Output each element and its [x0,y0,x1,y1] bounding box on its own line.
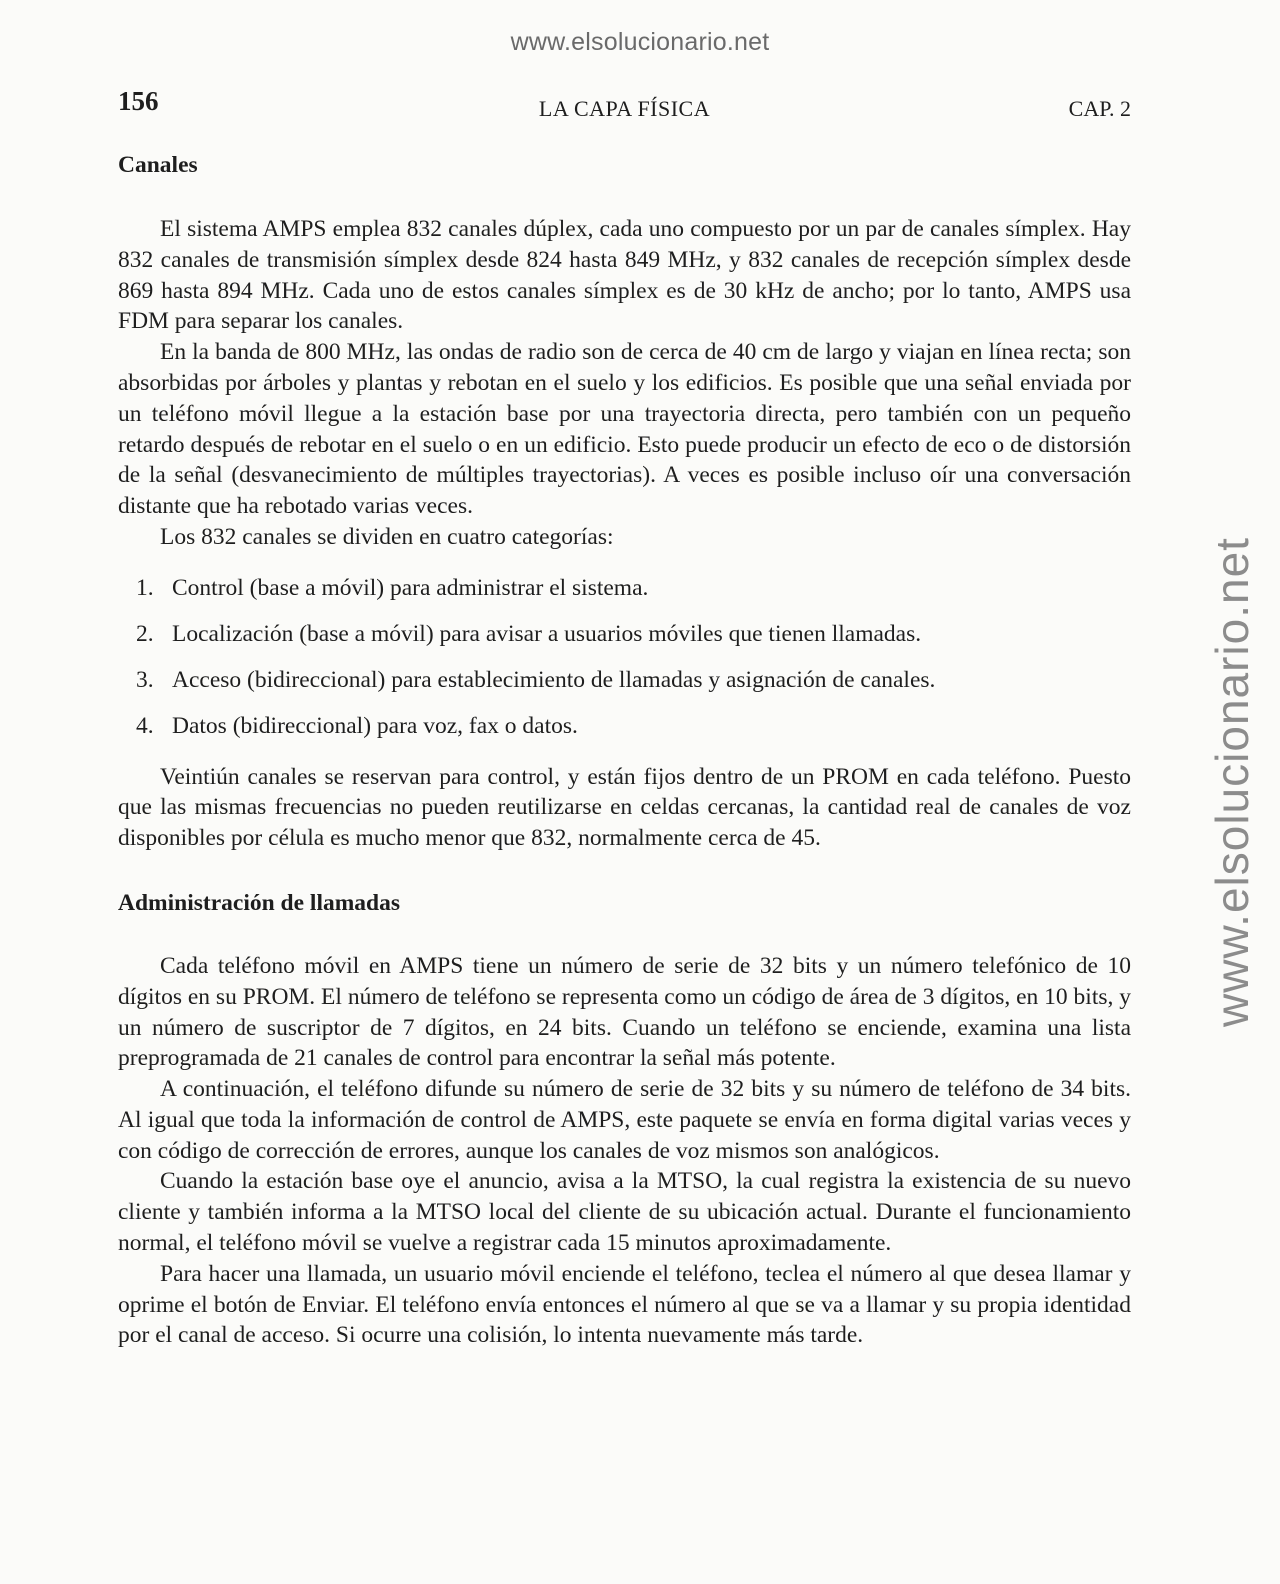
list-item-text: Acceso (bidireccional) para establecimiento de llamadas y asignación de canales. [172,666,936,693]
watermark-top: www.elsolucionario.net [510,28,770,56]
list-item-text: Control (base a móvil) para administrar el sistema. [172,574,649,601]
page-body [118,150,1131,1351]
paragraph: En la banda de 800 MHz, las ondas de radio son de cerca de 40 cm de largo y viajan en línea recta; son absorbidas por árboles y plantas y rebotan en el suelo y los edificios. Es posible que una señal enviada por un teléfono móvil llegue a la estación base por una trayectoria directa, pero también con un pequeño retardo después de rebotar en el suelo o en un edificio. Esto puede producir un efecto de eco o de distorsión de la señal (desvanecimiento de múltiples trayectorias). A veces es posible incluso oír una conversación distante que ha rebotado varias veces. [118,339,1131,520]
running-title: LA CAPA FÍSICA [538,96,711,121]
paragraph: El sistema AMPS emplea 832 canales dúplex, cada uno compuesto por un par de canales símplex. Hay 832 canales de transmisión símplex desde 824 hasta 849 MHz, y 832 canales de recepción símplex desde 869 hasta 894 MHz. Cada uno de estos canales símplex es de 30 kHz de ancho; por lo tanto, AMPS usa FDM para separar los canales. [118,216,1131,335]
list-item-text: Localización (base a móvil) para avisar a usuarios móviles que tienen llamadas. [172,620,922,647]
page-header [118,86,1131,126]
section-heading-canales: Canales [118,152,198,178]
paragraph: Cada teléfono móvil en AMPS tiene un número de serie de 32 bits y un número telefónico de 10 dígitos en su PROM. El número de teléfono se representa como un código de área de 3 dígitos, en 10 bits, y un número de suscriptor de 7 dígitos, en 24 bits. Cuando un teléfono se enciende, examina una lista preprogramada de 21 canales de control para encontrar la señal más potente. [118,952,1131,1072]
chapter-label: CAP. 2 [1068,96,1131,121]
list-number: 2. [136,620,154,647]
paragraph: A continuación, el teléfono difunde su número de serie de 32 bits y su número de teléfono de 34 bits. Al igual que toda la información de control de AMPS, este paquete se envía en forma digital varias veces y con código de corrección de errores, aunque los canales de voz mismos son analógicos. [118,1076,1131,1164]
channel-categories-list [118,573,1131,742]
paragraph: Para hacer una llamada, un usuario móvil enciende el teléfono, teclea el número al que desea llamar y oprime el botón de Enviar. El teléfono envía entonces el número al que se va a llamar y su propia identidad por el canal de acceso. Si ocurre una colisión, lo intenta nuevamente más tarde. [118,1260,1131,1349]
list-number: 4. [136,712,154,739]
page-number: 156 [118,86,159,116]
paragraph: Veintiún canales se reservan para control, y están fijos dentro de un PROM en cada teléfono. Puesto que las mismas frecuencias no pueden reutilizarse en celdas cercanas, la cantidad real de canales de voz disponibles por célula es mucho menor que 832, normalmente cerca de 45. [118,763,1131,852]
watermark-side: www.elsolucionario.net [1206,537,1258,1027]
section-heading-administracion: Administración de llamadas [118,889,401,916]
paragraph: Cuando la estación base oye el anuncio, avisa a la MTSO, la cual registra la existencia de su nuevo cliente y también informa a la MTSO local del cliente de su ubicación actual. Durante el funcionamiento normal, el teléfono móvil se vuelve a registrar cada 15 minutos aproximadamente. [118,1168,1131,1257]
list-item-text: Datos (bidireccional) para voz, fax o datos. [172,712,578,739]
list-item [136,665,1131,696]
list-number: 3. [136,666,154,693]
list-number: 1. [136,574,154,601]
list-item [136,573,1131,604]
list-item [136,619,1131,650]
list-item [136,711,1131,742]
paragraph: Los 832 canales se dividen en cuatro categorías: [160,523,614,550]
